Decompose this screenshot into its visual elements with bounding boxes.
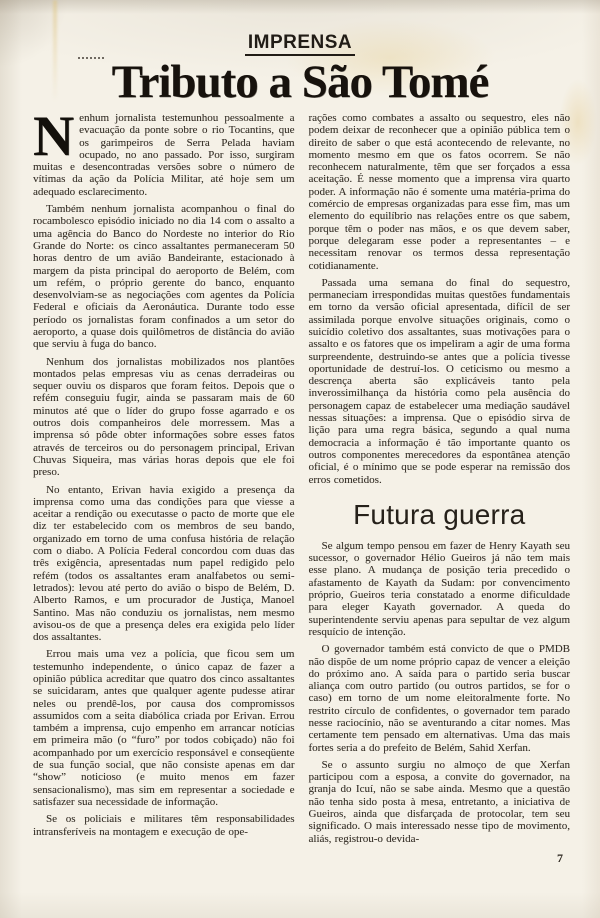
paragraph-lead bbox=[33, 104, 295, 198]
paragraph: rações como combates a assalto ou sequestro, eles não podem deixar de reconhecer que a opinião pública tem o direito de saber o que está acontecendo de relevante, no momento mesmo em que os fatos ocorrem. Se não reconhecem naturalmente, têm que ser forçados a essa aceitação. É nesse momento que a imprensa vira quarto poder. A informação não é somente uma matéria-prima do comércio de empresas organizadas para esse fim, mas um elemento do equilíbrio nas relações entre os que sabem, porque têm o poder nas mãos, e os que devem saber, porque delegaram esse poder a representantes – e necessitam renovar os termos dessa representação cotidianamente. bbox=[308, 111, 570, 272]
paragraph: Se os policiais e militares têm responsabilidades intransferíveis na montagem e execução de ope- bbox=[33, 813, 295, 838]
dropcap: N bbox=[33, 104, 75, 168]
paragraph: Nenhum dos jornalistas mobilizados nos plantões montados pelas empresas viu as cenas derradeiras ou sequer ouviu os disparos que foram feitos. Depois que o refém conseguiu fugir, ainda se passaram mais de 60 minutos até que o líder do grupo fosse agarrado e os outros dois companheiros dele morressem. Mas a imprensa só pôde obter informações sobre esses fatos através de terceiros ou do personagem principal, Erivan Chuvas Siqueira, mas várias horas depois que ele foi preso. bbox=[33, 355, 295, 479]
page-number: 7 bbox=[557, 851, 563, 865]
column-left bbox=[33, 104, 295, 850]
section-kicker: IMPRENSA bbox=[245, 33, 355, 56]
paragraph: Passada uma semana do final do sequestro, permaneciam irrespondidas muitas questões fundamentais em torno da versão oficial apresentada, difícil de ser assimilada porque envolve situações originais, como o suicídio coletivo dos assaltantes, suas motivações para o assalto e os fatores que os impeliram a agir de uma forma surpreendente, destruindo-se antes que a polícia tivesse oportunidade de destruí-los. O ceticismo ou mesmo a descrença aberta são explicáveis tanto pela inverossimilhança da história como pela ausência do personagem capaz de estabelecer uma mediação saudável nessas situações: a imprensa. Que o episódio sirva de lição para uma regra básica, segundo a qual numa democracia a informação é tão importante quanto os outros componentes merecedores da espontânea atenção oficial, é o mínimo que se pode esperar na remissão dos erros cometidos. bbox=[308, 276, 570, 486]
paragraph: Se o assunto surgiu no almoço de que Xerfan participou com a esposa, a convite do governador, na granja do Icuí, não se sabe ainda. Mesmo que a questão não tenha sido posta à mesa, entretanto, a iniciativa de Gueiros, ainda que disfarçada de protocolar, tem seu significado. O mais interessado nesse tipo de movimento, aliás, registrou-o devida- bbox=[308, 758, 570, 845]
paragraph: Também nenhum jornalista acompanhou o final do rocambolesco episódio iniciado no dia 14 com o assalto a uma agência do Banco do Nordeste no interior do Rio Grande do Norte: os cinco assaltantes permaneceram 50 horas dentro de um avião Bandeirante, estacionado à margem da pista principal do aeroporto de Belém, com um refém, o próprio gerente do banco, enquanto desenvolviam-se as negociações com agentes da Polícia Federal e oficiais da Aeronáutica. Durante todo esse período os jornalistas foram confinados a um setor do aeroporto, a quase dois quilômetros de distância do avião que serviu à fuga do banco. bbox=[33, 203, 295, 351]
article-title: Tributo a São Tomé bbox=[111, 55, 489, 108]
paragraph: Errou mais uma vez a polícia, que ficou sem um testemunho independente, o único capaz de fazer a opinião pública acreditar que quatro dos cinco assaltantes se suicidaram, antes que qualquer agente pudesse atirar neles ou prendê-los, por causa dos compromissos assumidos com a seita diabólica criada por Erivan. Errou também a imprensa, cujo empenho em arrancar notícias em primeira mão (o “furo” por todos cobiçado) não foi acompanhado por um exercício responsável e conseqüente de sua função social, que não consiste apenas em dar “show” noticioso (e muito menos em fazer sensacionalismo), mas sim em representar a sociedade e satisfazer sua necessidade de informação. bbox=[33, 648, 295, 808]
paragraph: Se algum tempo pensou em fazer de Henry Kayath seu sucessor, o governador Hélio Gueiros já não tem mais esse plano. A mudança de posição teria precedido o afastamento de Kayath da Sudam: por convencimento próprio, Gueiros teria constatado a enorme dificuldade para eleger Kayath governador. A queda do superintendente serviu apenas para sepultar de vez algum resquício de intenção. bbox=[308, 539, 570, 638]
paragraph: No entanto, Erivan havia exigido a presença da imprensa como uma das condições para que viesse a aceitar a rendição ou executasse o pacto de morte que ele diz ter estabelecido com os membros de seu bando, organizado em torno de uma confusa história de relação com o diabo. A Polícia Federal concordou com duas das três exigência, apresentadas num papel redigido pelo refém (todos os assaltantes eram analfabetos ou semi-letrados): levou até perto do avião o bispo de Belém, D. Alberto Ramos, e um procurador de Justiça, Manoel Santino. Mas não conduziu os jornalistas, nem mesmo avisou-os de que a presença deles era exigida pelo líder dos assaltantes. bbox=[33, 483, 295, 644]
subsection-heading: Futura guerra bbox=[353, 498, 526, 530]
masthead bbox=[0, 0, 600, 106]
article-body bbox=[0, 104, 600, 850]
column-right bbox=[309, 112, 571, 850]
paragraph: O governador também está convicto de que o PMDB não dispõe de um nome próprio capaz de vencer a eleição do próximo ano. A saída para o partido seria buscar aliança com outro partido (ou outros partidos, se for o caso) em torno de um nome eleitoralmente forte. No restrito círculo de confidentes, o governador tem parado nesse raciocínio, não se aventurando a citar nomes. Mas certamente tem pensado em alternativas. Uma das mais fortes seria a do prefeito de Belém, Sahid Xerfan. bbox=[308, 643, 570, 754]
paragraph-lead-text: enhum jornalista testemunhou pessoalmente a evacuação da ponte sobre o rio Tocantins, que os garimpeiros de Serra Pelada haviam ocupado, no ano passado. Por isso, surgiram muitas e desencontradas versões sobre o número de vítimas da ação da Polícia Militar, até hoje sem um adequado esclarecimento. bbox=[33, 111, 295, 198]
